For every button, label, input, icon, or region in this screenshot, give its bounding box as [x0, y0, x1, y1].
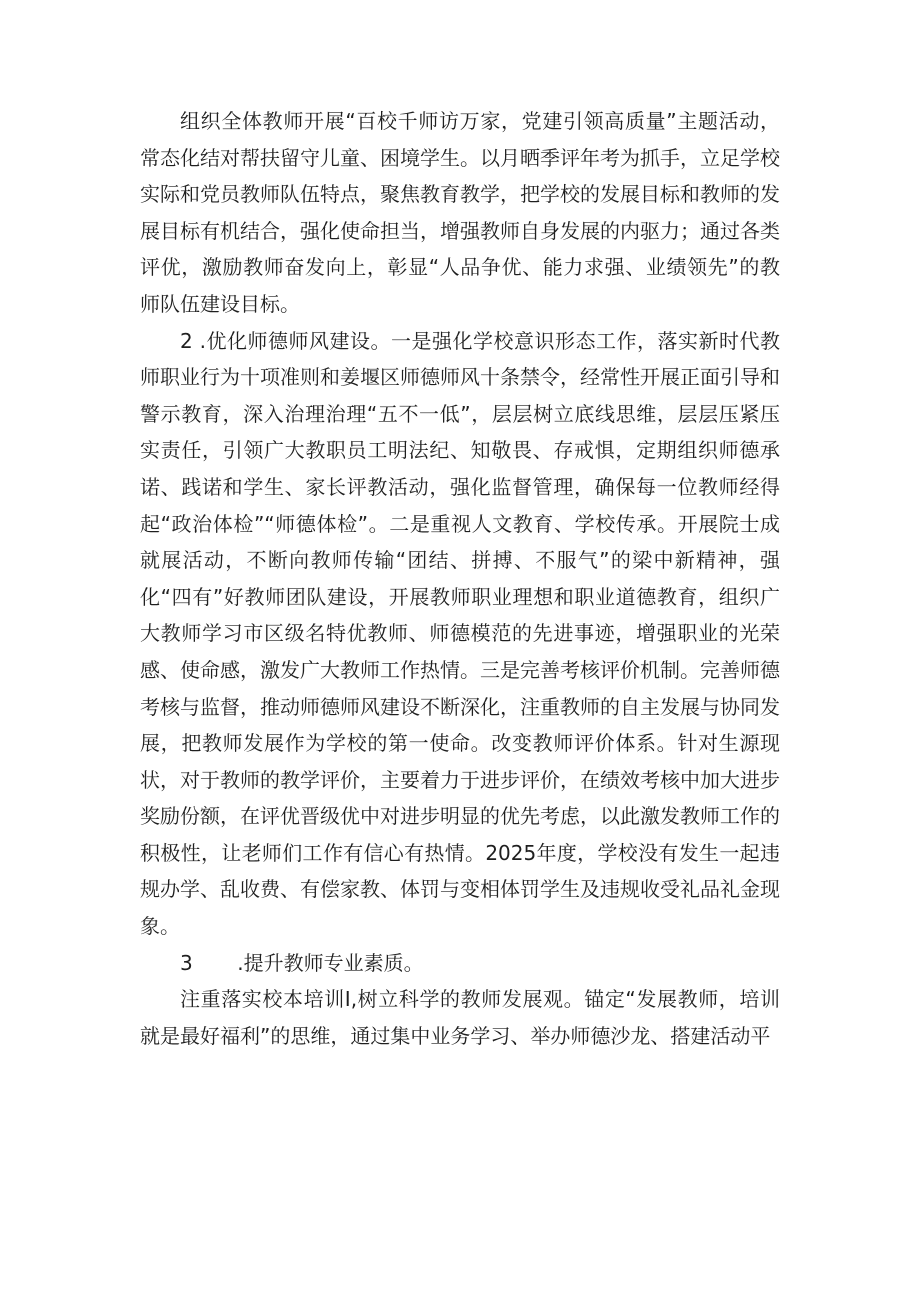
paragraph-school-training: 注重落实校本培训I,树立科学的教师发展观。锚定“发展教师，培训就是最好福利”的思维，通过集中业务学习、举办师德沙龙、搭建活动平 — [140, 987, 780, 1048]
document-body — [140, 103, 780, 1054]
paragraph-teacher-activities: 组织全体教师开展“百校千师访万家，党建引领高质量”主题活动，常态化结对帮扶留守儿童、困境学生。以月晒季评年考为抓手，立足学校实际和党员教师队伍特点，聚焦教育教学，把学校的发展目标和教师的发展目标有机结合，强化使命担当，增强教师自身发展的内驱力；通过各类评优，激励教师奋发向上，彰显“人品争优、能力求强、业绩领先”的教师队伍建设目标。 — [140, 109, 780, 316]
paragraph-ethics-construction: 2 .优化师德师风建设。一是强化学校意识形态工作，落实新时代教师职业行为十项准则和姜堰区师德师风十条禁令，经常性开展正面引导和警示教育，深入治理治理“五不一低”，层层树立底线思维，层层压紧压实责任，引领广大教职员工明法纪、知敬畏、存戒惧，定期组织师德承诺、践诺和学生、家长评教活动，强化监督管理，确保每一位教师经得起“政治体检”“师德体检”。二是重视人文教育、学校传承。开展院士成就展活动，不断向教师传输“团结、拼搏、不服气”的梁中新精神，强化“四有”好教师团队建设，开展教师职业理想和职业道德教育，组织广大教师学习市区级名特优教师、师德模范的先进事迹，增强职业的光荣感、使命感，激发广大教师工作热情。三是完善考核评价机制。完善师德考核与监督，推动师德师风建设不断深化，注重教师的自主发展与协同发展，把教师发展作为学校的第一使命。改变教师评价体系。针对生源现状，对于教师的教学评价，主要着力于进步评价，在绩效考核中加大进步奖励份额，在评优晋级优中对进步明显的优先考虑，以此激发教师工作的积极性，让老师们工作有信心有热情。2025年度，学校没有发生一起违规办学、乱收费、有偿家教、体罚与变相体罚学生及违规收受礼品礼金现象。 — [140, 328, 780, 939]
section-heading-professional-quality: 3 .提升教师专业素质。 — [180, 950, 424, 975]
